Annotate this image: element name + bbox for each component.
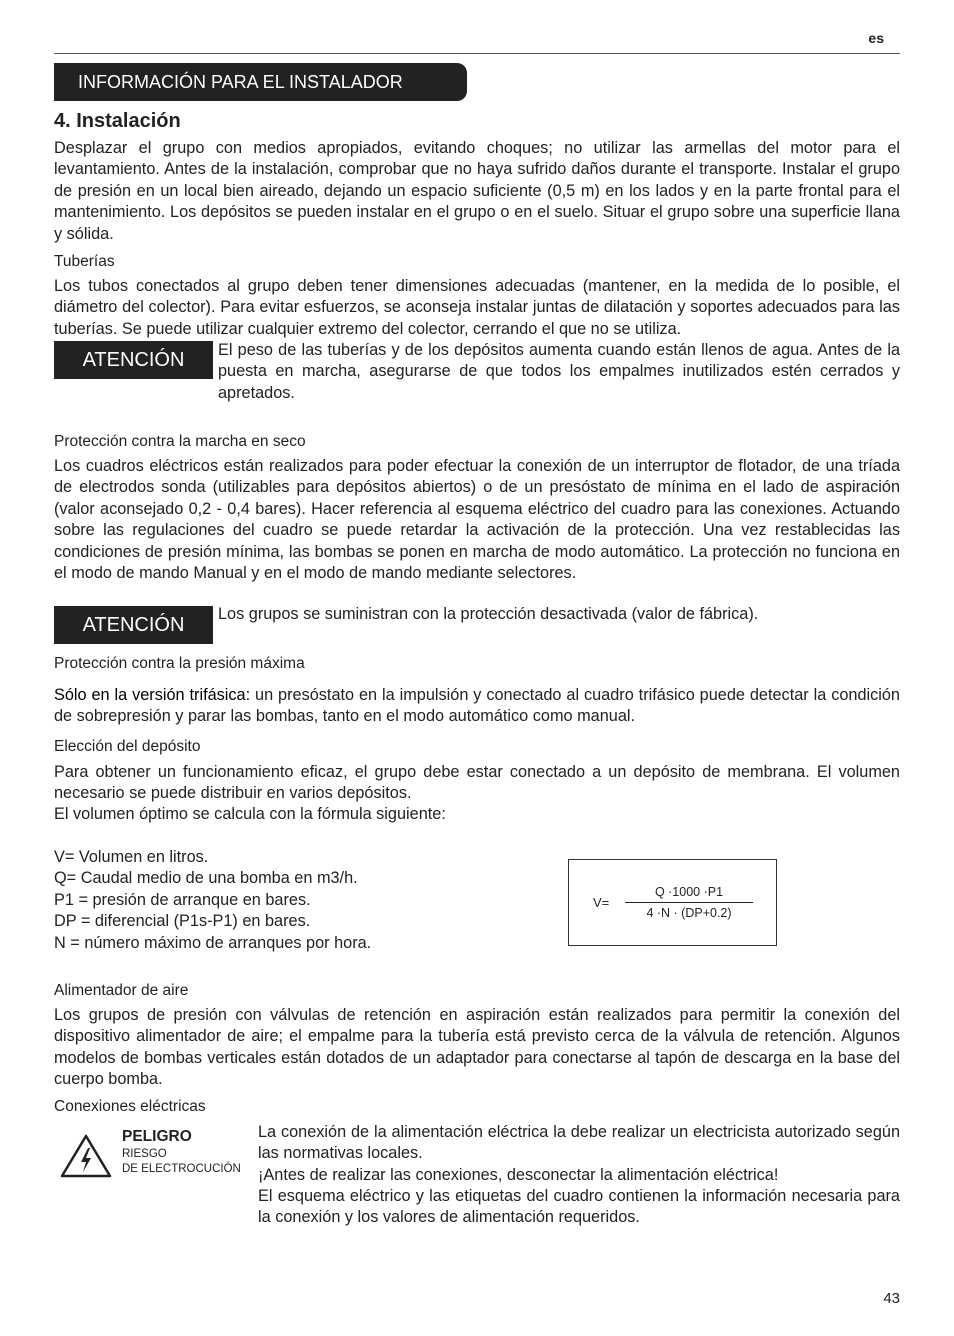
- formula-denominator: 4 ·N · (DP+0.2): [646, 906, 732, 920]
- attention-label: ATENCIÓN: [54, 606, 213, 644]
- presion-maxima-paragraph: [54, 685, 900, 728]
- formula-definitions: [54, 847, 371, 954]
- formula-numerator: Q ·1000 ·P1: [654, 885, 724, 899]
- definition-item: Q= Caudal medio de una bomba en m3/h.: [54, 869, 358, 888]
- danger-title: PELIGRO: [122, 1128, 192, 1145]
- deposito-formula-intro: El volumen óptimo se calcula con la fórmula siguiente:: [54, 805, 446, 823]
- definition-item: P1 = presión de arranque en bares.: [54, 890, 311, 909]
- presion-maxima-text: un presóstato en la impulsión y conectado al cuadro trifásico puede detectar la condición de sobrepresión y parar las bombas, tanto en el modo automático como manual.: [54, 686, 900, 726]
- deposito-paragraph: Para obtener un funcionamiento eficaz, el grupo debe estar conectado a un depósito de membrana. El volumen necesario se puede distribuir en varios depósitos.: [54, 763, 900, 803]
- intro-paragraph: Desplazar el grupo con medios apropiados, evitando choques; no utilizar las armellas del motor para el levantamiento. Antes de la instalación, comprobar que no haya sufrido daños durante el transporte. Instalar el grupo de presión en un local bien aireado, dejando un espacio suficiente (0,5 m) en los lados y en la parte frontal para el mantenimiento. Los depósitos se pueden instalar en el grupo o en el suelo. Situar el grupo sobre una superficie llana y sólida.: [54, 139, 900, 243]
- danger-subtitle-line: RIESGO: [122, 1148, 167, 1160]
- marcha-seco-attention-text: Los grupos se suministran con la protección desactivada (valor de fábrica).: [218, 605, 759, 623]
- tuberias-attention-text: El peso de las tuberías y de los depósitos aumenta cuando están llenos de agua. Antes de la puesta en marcha, asegurarse de que todos los empalmes inutilizados estén cerrados y apretados.: [218, 341, 900, 402]
- presion-maxima-heading: Protección contra la presión máxima: [54, 655, 305, 672]
- formula-box: [568, 859, 777, 946]
- formula-fraction-bar: [625, 902, 753, 903]
- danger-subtitle-line: DE ELECTROCUCIÓN: [122, 1163, 241, 1175]
- danger-subtitle: [122, 1147, 241, 1177]
- deposito-heading: Elección del depósito: [54, 738, 201, 755]
- definition-item: DP = diferencial (P1s-P1) en bares.: [54, 912, 311, 931]
- attention-label: ATENCIÓN: [54, 341, 213, 379]
- electricas-text-1: La conexión de la alimentación eléctrica la debe realizar un electricista autorizado según las normativas locales.: [258, 1123, 900, 1163]
- electricas-text-3: El esquema eléctrico y las etiquetas del cuadro contienen la información necesaria para la conexión y los valores de alimentación requeridos.: [258, 1187, 900, 1227]
- tuberias-heading: Tuberías: [54, 253, 115, 270]
- tuberias-paragraph: Los tubos conectados al grupo deben tener dimensiones adecuadas (mantener, en la medida de lo posible, el diámetro del colector). Para evitar esfuerzos, se aconseja instalar juntas de dilatación y soportes adecuados para las tuberías. Se puede utilizar cualquier extremo del colector, cerrando el que no se utiliza.: [54, 277, 900, 338]
- aire-heading: Alimentador de aire: [54, 982, 189, 999]
- language-code: es: [868, 30, 884, 46]
- section-banner: INFORMACIÓN PARA EL INSTALADOR: [54, 63, 467, 101]
- formula-lhs: V=: [593, 895, 610, 910]
- page-number: 43: [883, 1290, 900, 1307]
- section-title: 4. Instalación: [54, 110, 181, 132]
- marcha-seco-paragraph: Los cuadros eléctricos están realizados para poder efectuar la conexión de un interruptor de flotador, de una tríada de electrodos sonda (utilizables para depósitos abiertos) o de un presóstato de mínima en el lado de aspiración (valor aconsejado 0,2 - 0,4 bares). Hacer referencia al esquema eléctrico del cuadro para las conexiones. Actuando sobre las regulaciones del cuadro se puede retardar la activación de la protección. Una vez restablecidas las condiciones de presión mínima, las bombas se ponen en marcha de modo automático. La protección no funciona en el modo de mando Manual y en el modo de mando mediante selectores.: [54, 457, 900, 583]
- marcha-seco-heading: Protección contra la marcha en seco: [54, 433, 306, 450]
- header-divider: [54, 53, 900, 54]
- aire-paragraph: Los grupos de presión con válvulas de retención en aspiración están realizados para permitir la conexión del dispositivo alimentador de aire; el empalme para la tubería está previsto cerca de la válvula de retención. Algunos modelos de bombas verticales están dotados de un adaptador para conectarse al tapón de descarga en la base del cuerpo bomba.: [54, 1006, 900, 1089]
- definition-item: N = número máximo de arranques por hora.: [54, 933, 372, 952]
- electricas-text-2: ¡Antes de realizar las conexiones, desconectar la alimentación eléctrica!: [258, 1166, 779, 1184]
- presion-maxima-lead: Sólo en la versión trifásica:: [54, 686, 251, 704]
- electricas-heading: Conexiones eléctricas: [54, 1098, 206, 1115]
- definition-item: V= Volumen en litros.: [54, 848, 209, 866]
- electrical-hazard-icon: [59, 1133, 113, 1184]
